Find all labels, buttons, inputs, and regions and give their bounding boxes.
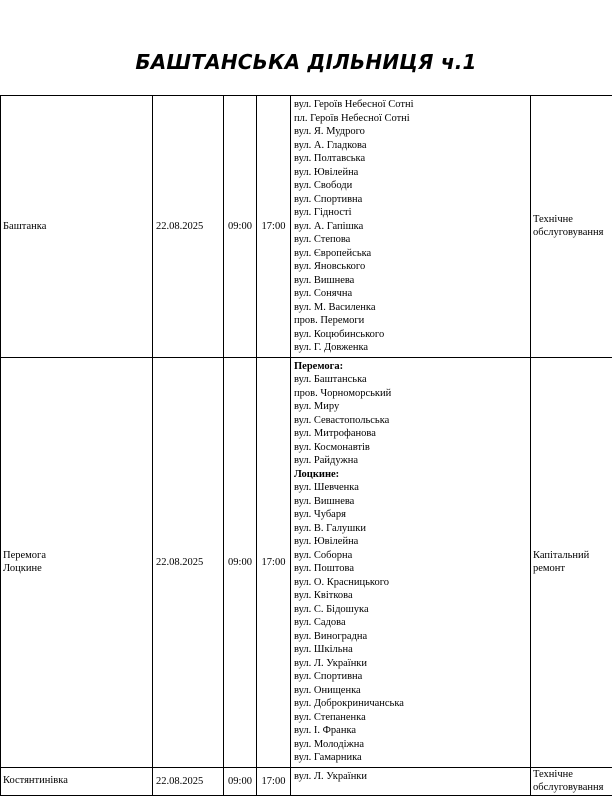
street-item: вул. Митрофанова	[294, 428, 376, 439]
outage-schedule-table	[0, 95, 612, 796]
street-item: вул. Ювілейна	[294, 536, 359, 547]
locality-name: Костянтинівка	[3, 775, 68, 787]
street-item: вул. М. Василенка	[294, 301, 376, 313]
locality-name: Баштанка	[3, 220, 47, 232]
street-item: вул. Свободи	[294, 180, 353, 191]
street-item: вул. Садова	[294, 617, 346, 628]
end-time-cell: 17:00	[257, 767, 291, 795]
street-item: вул. Квіткова	[294, 590, 353, 601]
street-item: пров. Перемоги	[294, 315, 365, 326]
street-item: вул. Л. Українки	[294, 770, 368, 782]
street-item: вул. А. Гапішка	[294, 220, 364, 232]
street-item: вул. Чубаря	[294, 509, 346, 520]
street-item: вул. С. Бідошука	[294, 603, 369, 615]
street-item: вул. Шкільна	[294, 644, 353, 655]
table-row	[1, 96, 612, 358]
streets-cell	[291, 767, 531, 795]
street-item: вул. Гідності	[294, 207, 352, 218]
street-item: пл. Героїв Небесної Сотні	[294, 112, 410, 124]
street-item: вул. Коцюбинського	[294, 328, 385, 340]
street-item: вул. Миру	[294, 401, 340, 412]
table-row	[1, 767, 612, 795]
street-item: вул. Поштова	[294, 563, 354, 574]
table-row	[1, 357, 612, 767]
street-item: вул. Ювілейна	[294, 166, 359, 178]
street-item: вул. Доброкриничанська	[294, 698, 404, 709]
date-cell: 22.08.2025	[153, 767, 224, 795]
locality-name: Лоцкине	[3, 563, 42, 574]
street-item: вул. І. Франка	[294, 725, 357, 736]
street-item: вул. Л. Українки	[294, 657, 368, 669]
streets-cell	[291, 357, 531, 767]
locality-cell	[1, 357, 153, 767]
work-type-cell	[531, 96, 612, 358]
street-item: вул. Виноградна	[294, 630, 368, 642]
street-item: вул. Вишнева	[294, 274, 355, 286]
locality-cell	[1, 96, 153, 358]
street-item: вул. Онищенка	[294, 684, 361, 696]
street-item: вул. Молодіжна	[294, 738, 365, 750]
street-item: вул. Сонячна	[294, 288, 353, 299]
street-item: вул. Райдужна	[294, 455, 358, 466]
streets-cell	[291, 96, 531, 358]
street-item: вул. Степова	[294, 234, 351, 245]
street-item: вул. Європейська	[294, 247, 372, 259]
street-item: вул. Яновського	[294, 261, 366, 272]
street-item: вул. Спортивна	[294, 193, 363, 205]
street-item: вул. Полтавська	[294, 153, 366, 164]
street-item: вул. А. Гладкова	[294, 139, 367, 151]
work-type-line: обслуговування	[533, 227, 604, 239]
street-item: вул. Баштанська	[294, 374, 367, 385]
street-item: вул. Соборна	[294, 549, 353, 561]
work-type-line: ремонт	[533, 563, 566, 574]
locality-cell	[1, 767, 153, 795]
street-group-heading: Перемога:	[294, 360, 344, 372]
start-time-cell: 09:00	[224, 767, 257, 795]
street-group-heading: Лоцкине:	[294, 468, 340, 480]
street-item: вул. О. Красницького	[294, 576, 390, 588]
work-type-cell	[531, 767, 612, 795]
work-type-cell	[531, 357, 612, 767]
date-cell: 22.08.2025	[153, 357, 224, 767]
street-item: пров. Чорноморський	[294, 387, 392, 399]
start-time-cell: 09:00	[224, 96, 257, 358]
street-item: вул. Героїв Небесної Сотні	[294, 99, 414, 110]
start-time-cell: 09:00	[224, 357, 257, 767]
work-type-line: Капітальний	[533, 549, 590, 561]
street-item: вул. Севастопольська	[294, 414, 390, 426]
work-type-line: Технічне	[533, 213, 573, 225]
street-item: вул. В. Галушки	[294, 522, 366, 534]
end-time-cell: 17:00	[257, 357, 291, 767]
locality-name: Перемога	[3, 549, 47, 561]
street-item: вул. Спортивна	[294, 671, 363, 682]
street-item: вул. Степаненка	[294, 711, 366, 723]
end-time-cell: 17:00	[257, 96, 291, 358]
page-title: БАШТАНСЬКА ДІЛЬНИЦЯ ч.1	[135, 50, 477, 74]
street-item: вул. Космонавтів	[294, 441, 370, 453]
street-item: вул. Я. Мудрого	[294, 126, 365, 137]
street-item: вул. Гамарника	[294, 752, 362, 763]
work-type-line: Технічне	[533, 768, 573, 780]
work-type-line: обслуговування	[533, 782, 604, 793]
date-cell: 22.08.2025	[153, 96, 224, 358]
street-item: вул. Вишнева	[294, 495, 355, 507]
street-item: вул. Шевченка	[294, 482, 359, 493]
street-item: вул. Г. Довженка	[294, 342, 369, 353]
